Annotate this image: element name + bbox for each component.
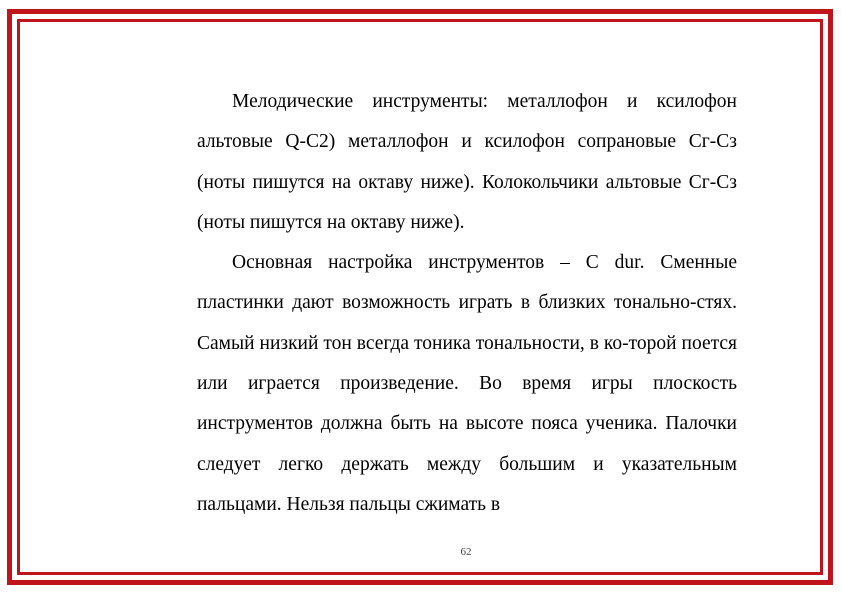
paragraph-1: Мелодические инструменты: металлофон и ксилофон альтовые Q-C2) металлофон и ксилофон сопрановые Cг-Cз (ноты пишутся на октаву ниже). Колокольчики альтовые Cг-Cз (ноты пишутся на октаву ниже). [197,91,737,233]
body-text [197,82,737,525]
page-number: 62 [460,546,472,558]
paragraph-2: Основная настройка инструментов – C dur. Сменные пластинки дают возможность играть в близких тонально-стях. Самый низкий тон всегда тоника тональности, в ко-торой поется или играется произведение. Во время игры плоскость инструментов должна быть на высоте пояса ученика. Палочки следует легко держать между большим и указательным пальцами. Нельзя пальцы сжимать в [197,252,737,515]
